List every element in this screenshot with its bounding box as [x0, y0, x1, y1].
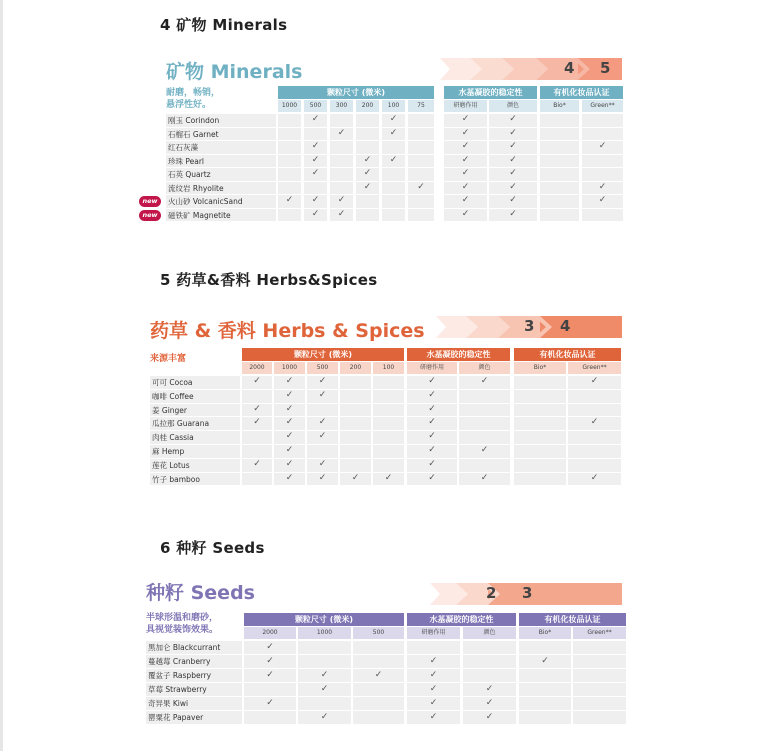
- herbs-cell-bg: [340, 404, 371, 417]
- seeds-title: 种籽 Seeds: [146, 582, 255, 604]
- seeds-sub-header: 颜色: [463, 627, 516, 639]
- minerals-cell-bg: [356, 128, 379, 141]
- minerals-sub-header: 颜色: [489, 100, 537, 112]
- herbs-step-1: 3: [524, 317, 535, 335]
- seeds-cell-bg: [244, 711, 296, 724]
- minerals-check-cell: ✓: [509, 208, 517, 219]
- minerals-sub-header: Bio*: [540, 100, 579, 112]
- minerals-check-cell: ✓: [311, 208, 320, 219]
- herbs-cell-bg: [514, 404, 566, 417]
- minerals-cell-bg: [408, 141, 434, 154]
- seeds-check-cell: ✓: [320, 712, 329, 722]
- herbs-sub-header: 500: [307, 362, 338, 374]
- herbs-check-cell: ✓: [253, 376, 261, 386]
- minerals-cell-bg: [408, 209, 434, 222]
- herbs-check-cell: ✓: [318, 431, 327, 442]
- herbs-section-heading: 5 药草&香料 Herbs&Spices: [160, 271, 378, 289]
- herbs-check-cell: ✓: [428, 458, 436, 469]
- seeds-cell-bg: [573, 697, 626, 710]
- herbs-step-band: [436, 316, 622, 338]
- minerals-cell-bg: [382, 182, 405, 195]
- herbs-cell-bg: [514, 459, 566, 472]
- minerals-row-name: 火山砂 VolcanicSand: [168, 197, 243, 206]
- herbs-check-cell: ✓: [318, 417, 327, 428]
- seeds-check-cell: ✓: [541, 656, 549, 666]
- minerals-row-name: 石榴石 Garnet: [168, 129, 219, 139]
- herbs-check-cell: ✓: [480, 376, 489, 386]
- seeds-cell-bg: [463, 669, 516, 682]
- seeds-cell-bg: [353, 683, 404, 696]
- seeds-group-header: 颗粒尺寸 (微米): [244, 613, 404, 626]
- herbs-check-cell: ✓: [318, 389, 327, 400]
- herbs-cell-bg: [568, 445, 621, 458]
- herbs-cell-bg: [459, 390, 510, 403]
- seeds-cell-bg: [353, 697, 404, 710]
- minerals-cell-bg: [408, 195, 434, 208]
- minerals-row-name: 刚玉 Corindon: [168, 116, 220, 125]
- seeds-cell-bg: [573, 655, 626, 668]
- seeds-cell-bg: [353, 655, 404, 668]
- herbs-sub-header: 颜色: [459, 362, 510, 374]
- minerals-cell-bg: [408, 155, 434, 168]
- minerals-cell-bg: [278, 141, 301, 154]
- herbs-cell-bg: [373, 376, 404, 389]
- seeds-cell-bg: [573, 669, 626, 682]
- seeds-check-cell: ✓: [266, 670, 274, 680]
- minerals-step-1: 4: [564, 59, 575, 77]
- seeds-group-header: 水基凝胶的稳定性: [407, 613, 516, 626]
- minerals-cell-bg: [582, 114, 623, 127]
- minerals-cell-bg: [540, 114, 579, 127]
- seeds-sub-header: 500: [353, 627, 404, 639]
- seeds-cell-bg: [519, 711, 571, 724]
- minerals-check-cell: ✓: [389, 114, 398, 124]
- seeds-check-cell: ✓: [320, 670, 329, 680]
- minerals-sub-header: 500: [304, 100, 327, 112]
- minerals-cell-bg: [278, 155, 301, 168]
- herbs-check-cell: ✓: [428, 445, 436, 455]
- herbs-cell-bg: [340, 390, 371, 403]
- minerals-cell-bg: [382, 209, 405, 222]
- seeds-row-name: 蔓越莓 Cranberry: [148, 657, 211, 666]
- minerals-cell-bg: [278, 128, 301, 141]
- seeds-check-cell: ✓: [429, 712, 438, 722]
- herbs-cell-bg: [242, 473, 272, 486]
- herbs-check-cell: ✓: [384, 472, 393, 483]
- minerals-title: 矿物 Minerals: [166, 61, 303, 83]
- herbs-cell-bg: [459, 417, 510, 430]
- minerals-cell-bg: [278, 114, 301, 127]
- seeds-check-cell: ✓: [485, 684, 494, 694]
- minerals-sub-header: 300: [330, 100, 353, 112]
- herbs-check-cell: ✓: [285, 389, 294, 400]
- minerals-cell-bg: [540, 182, 579, 195]
- minerals-cell-bg: [408, 168, 434, 181]
- seeds-check-cell: ✓: [374, 670, 383, 680]
- minerals-note-line1: 耐磨，畅销，: [166, 88, 221, 98]
- minerals-cell-bg: [330, 141, 353, 154]
- minerals-cell-bg: [330, 114, 353, 127]
- herbs-row-name: 瓜拉那 Guarana: [152, 419, 210, 429]
- seeds-row-name: 黑加仑 Blackcurrant: [148, 643, 221, 652]
- herbs-sub-header: 100: [373, 362, 404, 374]
- herbs-cell-bg: [242, 431, 272, 444]
- seeds-sub-header: Bio*: [519, 627, 571, 639]
- minerals-cell-bg: [330, 155, 353, 168]
- minerals-cell-bg: [356, 195, 379, 208]
- herbs-cell-bg: [242, 445, 272, 458]
- minerals-check-cell: ✓: [461, 114, 470, 124]
- seeds-cell-bg: [407, 641, 460, 654]
- minerals-cell-bg: [304, 182, 327, 195]
- seeds-cell-bg: [573, 641, 626, 654]
- seeds-cell-bg: [298, 655, 351, 668]
- minerals-cell-bg: [540, 209, 579, 222]
- minerals-section-heading: 4 矿物 Minerals: [160, 16, 288, 34]
- minerals-cell-bg: [278, 168, 301, 181]
- seeds-cell-bg: [573, 683, 626, 696]
- seeds-note-line1: 半球形温和磨砂，: [146, 613, 219, 623]
- seeds-row-name: 草莓 Strawberry: [148, 685, 207, 694]
- minerals-cell-bg: [540, 141, 579, 154]
- minerals-check-cell: ✓: [363, 168, 372, 178]
- seeds-sub-header: 研磨作用: [407, 627, 460, 639]
- seeds-check-cell: ✓: [429, 670, 438, 680]
- herbs-check-cell: ✓: [428, 403, 436, 414]
- minerals-sub-header: 1000: [278, 100, 301, 112]
- seeds-cell-bg: [573, 711, 626, 724]
- herbs-cell-bg: [373, 417, 404, 430]
- herbs-cell-bg: [307, 445, 338, 458]
- minerals-check-cell: ✓: [461, 208, 470, 219]
- herbs-cell-bg: [340, 417, 371, 430]
- herbs-check-cell: ✓: [480, 445, 489, 455]
- minerals-cell-bg: [582, 168, 623, 181]
- herbs-sub-header: Bio*: [514, 362, 566, 374]
- herbs-cell-bg: [568, 431, 621, 444]
- minerals-cell-bg: [382, 141, 405, 154]
- herbs-cell-bg: [568, 459, 621, 472]
- seeds-step-1: 2: [486, 584, 497, 602]
- seeds-sub-header: Green**: [573, 627, 626, 639]
- herbs-check-cell: ✓: [590, 472, 599, 483]
- seeds-cell-bg: [519, 683, 571, 696]
- herbs-row-name: 肉桂 Cassia: [152, 433, 194, 443]
- minerals-sub-header: 200: [356, 100, 379, 112]
- minerals-check-cell: ✓: [461, 181, 470, 192]
- herbs-check-cell: ✓: [351, 472, 360, 483]
- seeds-cell-bg: [519, 697, 571, 710]
- minerals-sub-header: Green**: [582, 100, 623, 112]
- herbs-check-cell: ✓: [428, 417, 436, 428]
- herbs-check-cell: ✓: [285, 431, 294, 442]
- seeds-sub-header: 2000: [244, 627, 296, 639]
- minerals-check-cell: ✓: [461, 141, 470, 151]
- seeds-row-name: 罂粟花 Papaver: [148, 713, 204, 722]
- seeds-check-cell: ✓: [320, 684, 329, 694]
- seeds-step-band: [430, 583, 622, 605]
- herbs-check-cell: ✓: [318, 376, 327, 386]
- herbs-cell-bg: [340, 445, 371, 458]
- minerals-cell-bg: [408, 114, 434, 127]
- minerals-cell-bg: [582, 128, 623, 141]
- herbs-row-name: 咖啡 Coffee: [152, 391, 194, 401]
- minerals-check-cell: ✓: [509, 141, 517, 151]
- herbs-cell-bg: [373, 404, 404, 417]
- minerals-check-cell: ✓: [461, 127, 470, 138]
- seeds-cell-bg: [244, 683, 296, 696]
- minerals-check-cell: ✓: [417, 181, 425, 192]
- herbs-cell-bg: [340, 459, 371, 472]
- herbs-sub-header: 1000: [274, 362, 305, 374]
- minerals-cell-bg: [382, 195, 405, 208]
- herbs-step-2: 4: [560, 317, 571, 335]
- herbs-cell-bg: [242, 390, 272, 403]
- seeds-row-name: 奇异果 Kiwi: [148, 699, 189, 708]
- minerals-check-cell: ✓: [363, 154, 372, 165]
- minerals-check-cell: ✓: [311, 154, 320, 165]
- minerals-check-cell: ✓: [311, 195, 320, 205]
- herbs-check-cell: ✓: [285, 472, 294, 483]
- minerals-check-cell: ✓: [337, 127, 346, 138]
- herbs-cell-bg: [459, 431, 510, 444]
- minerals-note: [166, 87, 220, 111]
- herbs-group-header: 水基凝胶的稳定性: [407, 348, 510, 361]
- minerals-cell-bg: [356, 141, 379, 154]
- minerals-check-cell: ✓: [311, 168, 320, 178]
- minerals-row-name: 磁铁矿 Magnetite: [168, 210, 231, 220]
- herbs-check-cell: ✓: [285, 403, 294, 414]
- herbs-check-cell: ✓: [428, 431, 436, 442]
- minerals-cell-bg: [278, 182, 301, 195]
- seeds-cell-bg: [298, 697, 351, 710]
- herbs-check-cell: ✓: [285, 458, 294, 469]
- herbs-cell-bg: [568, 404, 621, 417]
- herbs-cell-bg: [514, 376, 566, 389]
- minerals-cell-bg: [356, 114, 379, 127]
- minerals-sub-header: 研磨作用: [444, 100, 487, 112]
- herbs-title: 药草 & 香料 Herbs & Spices: [150, 320, 425, 342]
- minerals-check-cell: ✓: [363, 181, 372, 192]
- seeds-note: [146, 612, 218, 636]
- seeds-check-cell: ✓: [429, 656, 438, 666]
- herbs-group-header: 有机化妆品认证: [514, 348, 621, 361]
- minerals-check-cell: ✓: [285, 195, 294, 205]
- herbs-cell-bg: [514, 390, 566, 403]
- minerals-check-cell: ✓: [509, 168, 517, 178]
- herbs-check-cell: ✓: [285, 445, 294, 455]
- herbs-cell-bg: [373, 445, 404, 458]
- herbs-check-cell: ✓: [480, 472, 489, 483]
- minerals-group-header: 颗粒尺寸 (微米): [278, 86, 434, 99]
- herbs-check-cell: ✓: [285, 376, 294, 386]
- minerals-check-cell: ✓: [509, 181, 517, 192]
- herbs-note-line1: 来源丰富: [150, 354, 187, 364]
- minerals-cell-bg: [582, 209, 623, 222]
- herbs-cell-bg: [459, 459, 510, 472]
- herbs-check-cell: ✓: [318, 458, 327, 469]
- seeds-cell-bg: [463, 655, 516, 668]
- new-badge: new: [139, 196, 161, 207]
- minerals-cell-bg: [330, 168, 353, 181]
- herbs-cell-bg: [514, 473, 566, 486]
- seeds-cell-bg: [463, 641, 516, 654]
- herbs-check-cell: ✓: [285, 417, 294, 428]
- seeds-check-cell: ✓: [485, 712, 494, 722]
- herbs-cell-bg: [514, 445, 566, 458]
- herbs-check-cell: ✓: [590, 417, 599, 428]
- minerals-check-cell: ✓: [598, 181, 607, 192]
- minerals-check-cell: ✓: [509, 114, 517, 124]
- herbs-sub-header: 200: [340, 362, 371, 374]
- minerals-check-cell: ✓: [461, 154, 470, 165]
- seeds-cell-bg: [353, 641, 404, 654]
- minerals-cell-bg: [540, 195, 579, 208]
- herbs-row-name: 麻 Hemp: [152, 447, 185, 456]
- minerals-cell-bg: [540, 168, 579, 181]
- herbs-check-cell: ✓: [318, 472, 327, 483]
- minerals-cell-bg: [356, 209, 379, 222]
- seeds-sub-header: 1000: [298, 627, 351, 639]
- seeds-check-cell: ✓: [266, 698, 274, 708]
- herbs-cell-bg: [340, 376, 371, 389]
- seeds-check-cell: ✓: [266, 642, 274, 652]
- new-badge: new: [139, 210, 161, 221]
- left-border: [0, 0, 3, 751]
- minerals-sub-header: 100: [382, 100, 405, 112]
- herbs-check-cell: ✓: [428, 472, 436, 483]
- minerals-check-cell: ✓: [389, 127, 398, 138]
- minerals-check-cell: ✓: [337, 195, 346, 205]
- herbs-sub-header: 研磨作用: [407, 362, 457, 374]
- minerals-check-cell: ✓: [509, 195, 517, 205]
- minerals-check-cell: ✓: [311, 114, 320, 124]
- minerals-cell-bg: [582, 155, 623, 168]
- seeds-step-2: 3: [522, 584, 533, 602]
- herbs-note: [150, 353, 186, 365]
- herbs-row-name: 莲花 Lotus: [152, 460, 190, 470]
- herbs-check-cell: ✓: [590, 376, 599, 386]
- minerals-check-cell: ✓: [509, 127, 517, 138]
- herbs-row-name: 竹子 bamboo: [152, 474, 200, 484]
- herbs-row-name: 姜 Ginger: [152, 405, 187, 415]
- seeds-section-heading: 6 种籽 Seeds: [160, 539, 265, 557]
- herbs-check-cell: ✓: [428, 389, 436, 400]
- minerals-step-band: [440, 58, 622, 80]
- minerals-step-2: 5: [600, 59, 611, 77]
- herbs-group-header: 颗粒尺寸 (微米): [242, 348, 404, 361]
- herbs-cell-bg: [459, 404, 510, 417]
- minerals-check-cell: ✓: [311, 141, 320, 151]
- seeds-cell-bg: [519, 641, 571, 654]
- minerals-check-cell: ✓: [461, 195, 470, 205]
- minerals-cell-bg: [304, 128, 327, 141]
- minerals-cell-bg: [382, 168, 405, 181]
- minerals-sub-header: 75: [408, 100, 434, 112]
- minerals-check-cell: ✓: [337, 208, 346, 219]
- seeds-group-header: 有机化妆品认证: [519, 613, 626, 626]
- minerals-check-cell: ✓: [509, 154, 517, 165]
- seeds-cell-bg: [298, 641, 351, 654]
- minerals-cell-bg: [278, 209, 301, 222]
- seeds-check-cell: ✓: [266, 656, 274, 666]
- minerals-check-cell: ✓: [389, 154, 398, 165]
- seeds-cell-bg: [353, 711, 404, 724]
- herbs-check-cell: ✓: [253, 417, 261, 428]
- minerals-group-header: 有机化妆品认证: [540, 86, 623, 99]
- seeds-check-cell: ✓: [485, 698, 494, 708]
- minerals-cell-bg: [330, 182, 353, 195]
- herbs-check-cell: ✓: [253, 403, 261, 414]
- minerals-note-line2: 悬浮性好。: [166, 100, 212, 110]
- seeds-note-line2: 具视觉装饰效果。: [146, 625, 219, 635]
- herbs-cell-bg: [514, 417, 566, 430]
- seeds-cell-bg: [519, 669, 571, 682]
- minerals-cell-bg: [540, 128, 579, 141]
- minerals-row-name: 珍珠 Pearl: [168, 156, 205, 166]
- minerals-row-name: 流纹岩 Rhyolite: [168, 183, 224, 193]
- seeds-row-name: 覆盆子 Raspberry: [148, 671, 212, 680]
- herbs-cell-bg: [373, 431, 404, 444]
- seeds-check-cell: ✓: [429, 698, 438, 708]
- minerals-group-header: 水基凝胶的稳定性: [444, 86, 537, 99]
- minerals-row-name: 红石灰藻: [168, 143, 198, 152]
- minerals-row-name: 石英 Quartz: [168, 170, 211, 179]
- minerals-check-cell: ✓: [598, 141, 607, 151]
- minerals-cell-bg: [540, 155, 579, 168]
- minerals-check-cell: ✓: [598, 195, 607, 205]
- seeds-check-cell: ✓: [429, 684, 438, 694]
- herbs-cell-bg: [373, 390, 404, 403]
- minerals-check-cell: ✓: [461, 168, 470, 178]
- herbs-sub-header: Green**: [568, 362, 621, 374]
- herbs-check-cell: ✓: [253, 458, 261, 469]
- herbs-check-cell: ✓: [428, 376, 436, 386]
- herbs-sub-header: 2000: [242, 362, 272, 374]
- minerals-cell-bg: [408, 128, 434, 141]
- herbs-cell-bg: [340, 431, 371, 444]
- herbs-cell-bg: [514, 431, 566, 444]
- herbs-row-name: 可可 Cocoa: [152, 378, 193, 387]
- herbs-cell-bg: [373, 459, 404, 472]
- herbs-cell-bg: [307, 404, 338, 417]
- herbs-cell-bg: [568, 390, 621, 403]
